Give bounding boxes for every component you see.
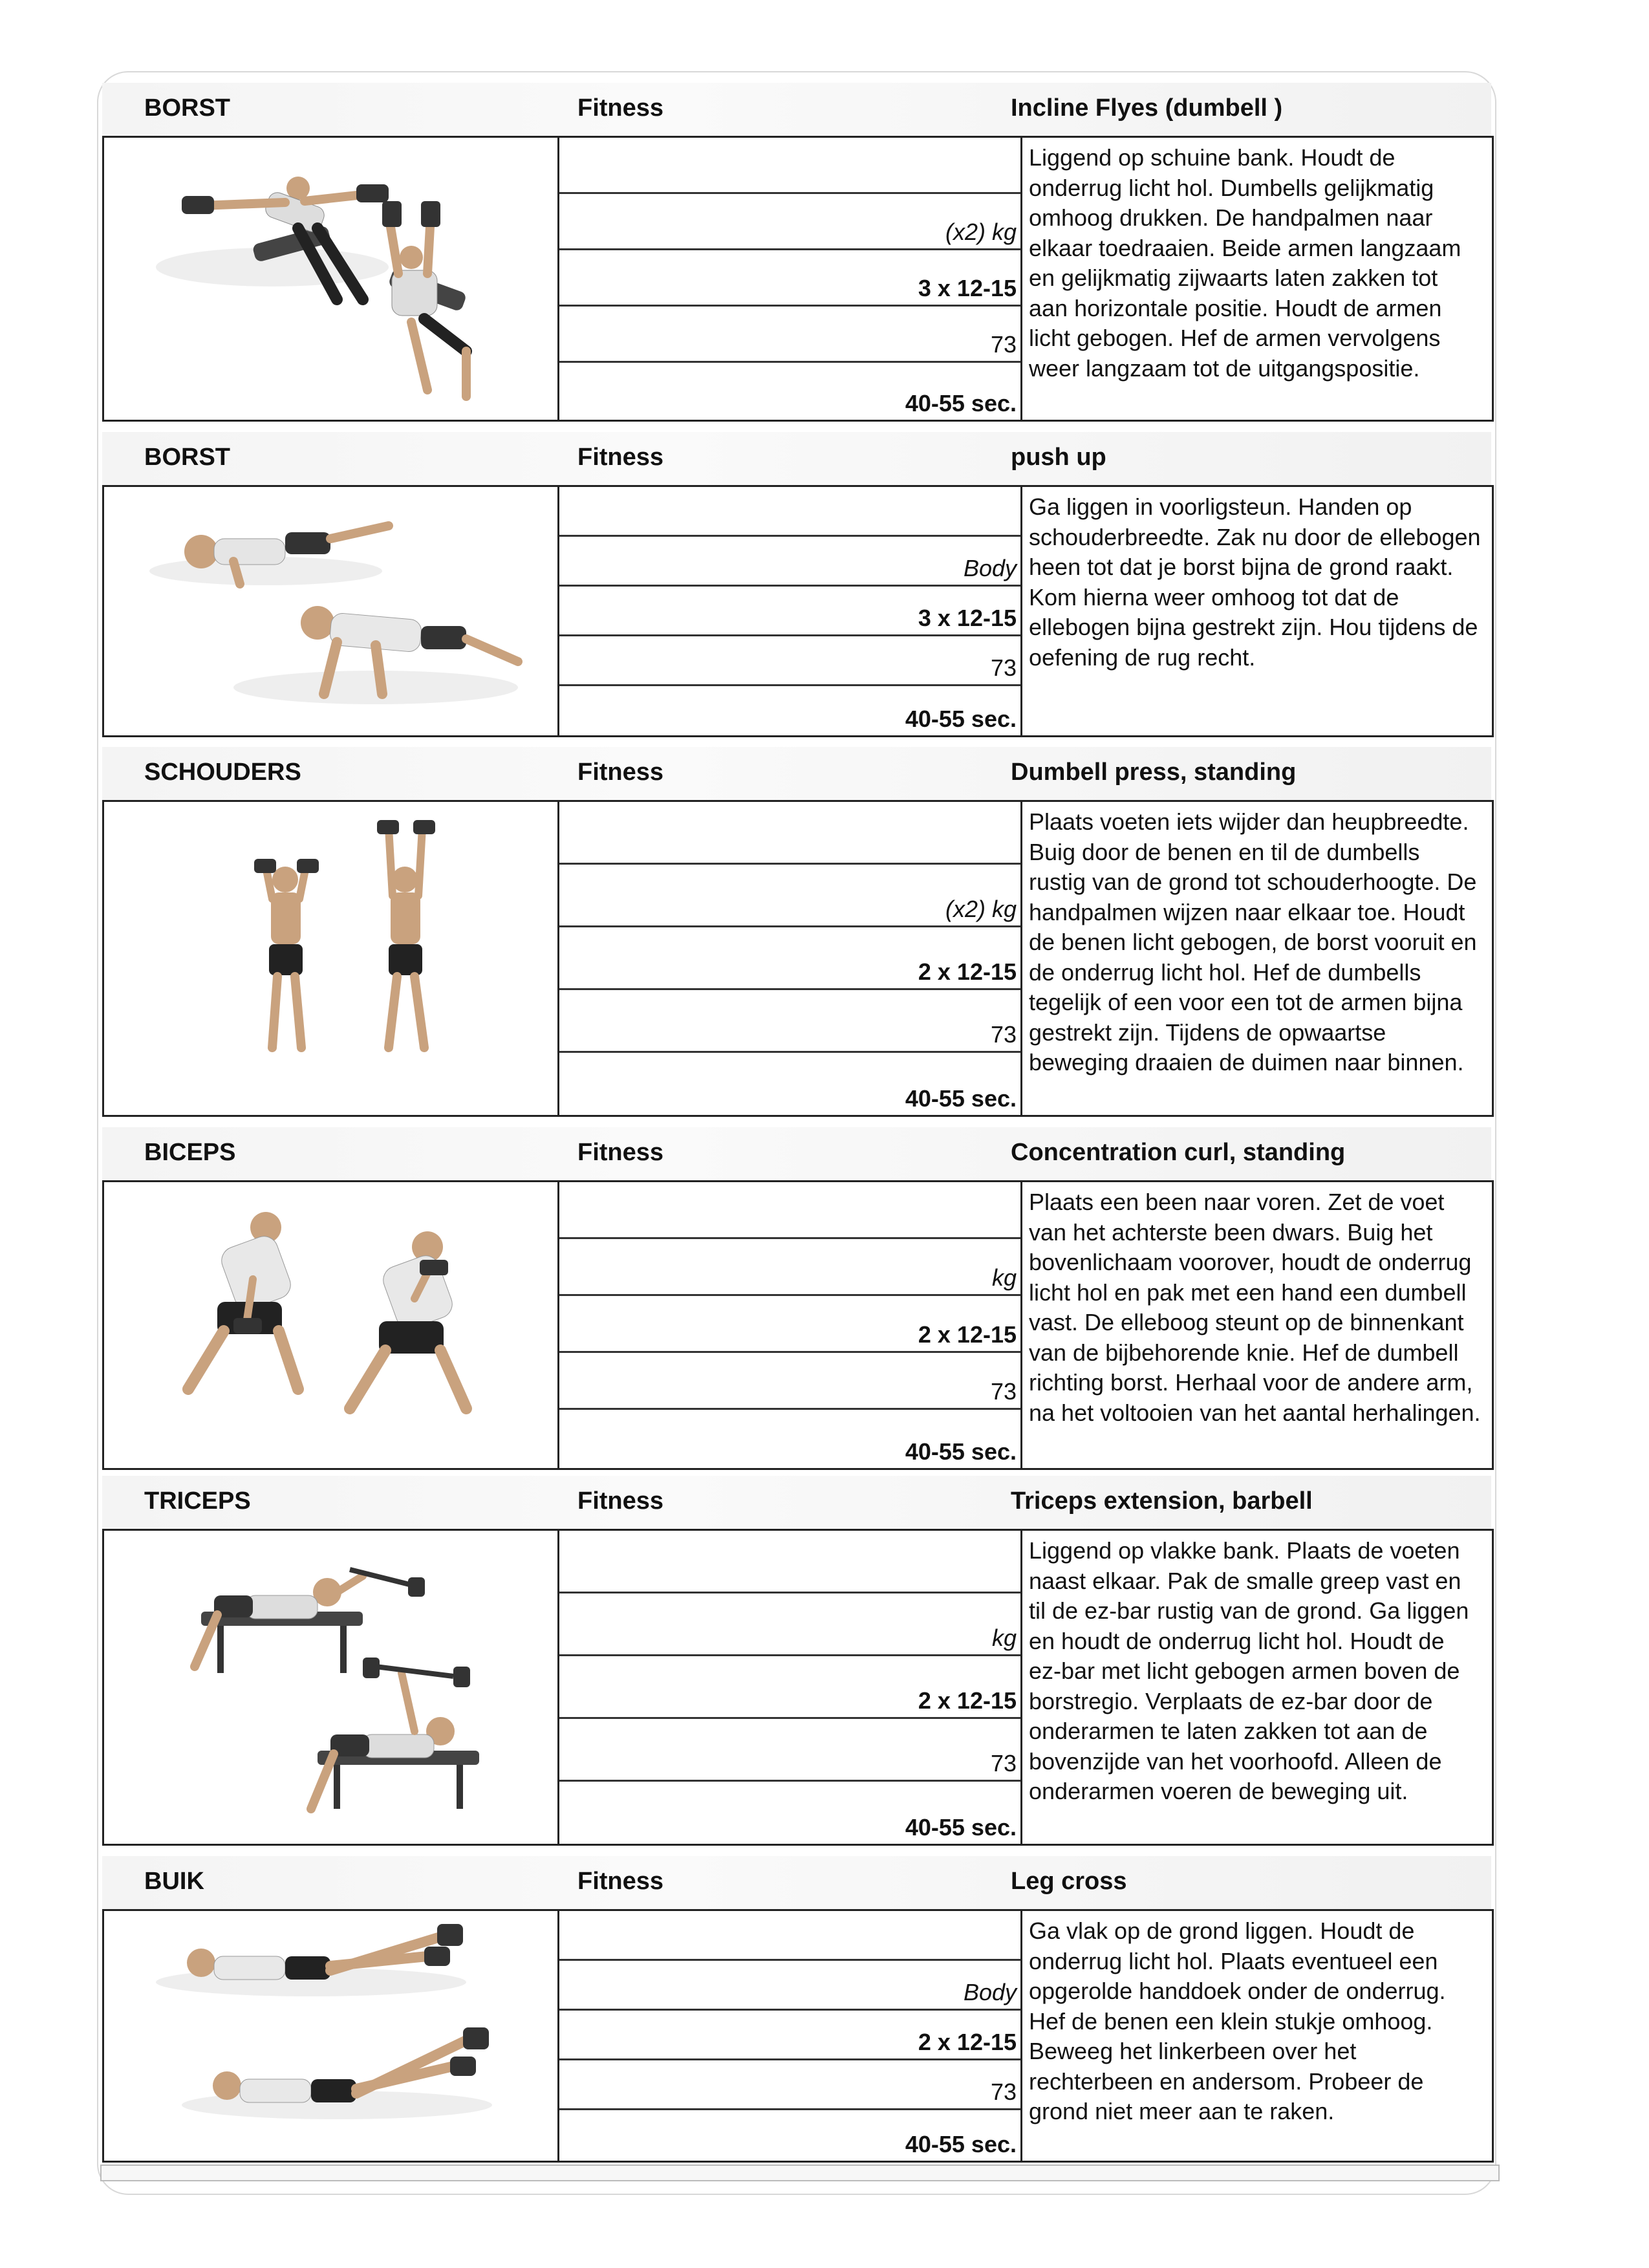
exercise-card <box>102 83 1491 419</box>
exercise-table <box>102 1180 1494 1470</box>
triceps-extension-figure <box>104 1531 557 1844</box>
param-tempo: 73 <box>559 636 1020 686</box>
exercise-name: push up <box>1011 444 1106 471</box>
exercise-description: Plaats een been naar voren. Zet de voet van het achterste been dwars. Buig het bovenlichaam voorover, houdt de onderrug licht hol en pak met een hand een dumbell vast. De elleboog steunt op de binnenkant van de bijbehorende knie. Hef de dumbell richting borst. Herhaal voor de andere arm, na het voltooien van het aantal herhalingen. <box>1020 1182 1488 1468</box>
param-rest: 40-55 sec. <box>905 390 1017 416</box>
dumbell-press-figure <box>104 802 557 1115</box>
exercise-params <box>559 1911 1020 2161</box>
push-up-figure <box>104 487 557 735</box>
param-weight: Body <box>559 537 1020 587</box>
param-empty <box>559 1531 1020 1593</box>
exercise-name: Dumbell press, standing <box>1011 759 1297 786</box>
exercise-name: Incline Flyes (dumbell ) <box>1011 94 1283 122</box>
exercise-description: Ga vlak op de grond liggen. Houdt de onderrug licht hol. Plaats eventueel een opgerolde handdoek onder de onderrug. Hef de benen een klein stukje omhoog. Beweeg het linkerbeen over het rechterbeen en andersom. Probeer de grond niet meer aan te raken. <box>1020 1911 1488 2161</box>
param-tempo: 73 <box>559 1719 1020 1782</box>
param-empty <box>559 1182 1020 1239</box>
footer-bar <box>100 2165 1500 2181</box>
param-sets: 2 x 12-15 <box>559 1656 1020 1719</box>
param-weight: Body <box>559 1961 1020 2011</box>
exercise-table <box>102 1529 1494 1846</box>
exercise-type: Fitness <box>577 1487 664 1515</box>
incline-flyes-figure <box>104 138 557 420</box>
exercise-table <box>102 800 1494 1117</box>
exercise-illustration <box>104 802 559 1115</box>
exercise-illustration <box>104 1911 559 2161</box>
param-rest: 40-55 sec. <box>905 2131 1017 2157</box>
exercise-card <box>102 1856 1491 2157</box>
param-sets: 2 x 12-15 <box>559 1296 1020 1353</box>
concentration-curl-figure <box>104 1182 557 1468</box>
param-sets: 3 x 12-15 <box>559 250 1020 307</box>
exercise-type: Fitness <box>577 759 664 786</box>
exercise-header <box>102 83 1491 136</box>
param-weight: (x2) kg <box>559 865 1020 927</box>
param-sets: 2 x 12-15 <box>559 927 1020 990</box>
exercise-description: Ga liggen in voorligsteun. Handen op schouderbreedte. Zak nu door de ellebogen heen tot dat je borst bijna de grond raakt. Kom hierna weer omhoog tot dat de ellebogen bijna gestrekt zijn. Hou tijdens de oefening de rug recht. <box>1020 487 1488 735</box>
param-empty <box>559 487 1020 537</box>
param-tempo: 73 <box>559 307 1020 363</box>
exercise-name: Triceps extension, barbell <box>1011 1487 1313 1515</box>
exercise-type: Fitness <box>577 1139 664 1166</box>
param-sets: 3 x 12-15 <box>559 587 1020 636</box>
param-rest: 40-55 sec. <box>905 1814 1017 1841</box>
param-empty <box>559 138 1020 194</box>
exercise-description: Liggend op vlakke bank. Plaats de voeten naast elkaar. Pak de smalle greep vast en til de ez-bar rustig van de grond. Ga liggen en houdt de onderrug licht hol. Houdt de ez-bar met licht gebogen armen boven de borstregio. Verplaats de ez-bar door de onderarmen te laten zakken tot aan de bovenzijde van het voorhoofd. Alleen de onderarmen voeren de beweging uit. <box>1020 1531 1488 1844</box>
exercise-params <box>559 487 1020 735</box>
exercise-table <box>102 1909 1494 2163</box>
exercise-params <box>559 1182 1020 1468</box>
param-tempo: 73 <box>559 1353 1020 1410</box>
exercise-params <box>559 138 1020 420</box>
exercise-type: Fitness <box>577 444 664 471</box>
exercise-header <box>102 1127 1491 1180</box>
param-weight: kg <box>559 1593 1020 1656</box>
exercise-name: Leg cross <box>1011 1868 1127 1895</box>
param-sets: 2 x 12-15 <box>559 2011 1020 2060</box>
exercise-description: Plaats voeten iets wijder dan heupbreedte. Buig door de benen en til de dumbells rustig van de grond tot schouderhoogte. De handpalmen wijzen naar elkaar toe. Houdt de benen licht gebogen, de borst vooruit en de onderrug licht hol. Hef de dumbells tegelijk of een voor een tot de armen bijna gestrekt zijn. Tijdens de opwaartse beweging draaien de duimen naar binnen. <box>1020 802 1488 1115</box>
exercise-table <box>102 485 1494 737</box>
exercise-illustration <box>104 138 559 420</box>
exercise-type: Fitness <box>577 1868 664 1895</box>
exercise-card <box>102 1127 1491 1470</box>
exercise-category: BUIK <box>144 1868 204 1895</box>
exercise-table <box>102 136 1494 422</box>
exercise-name: Concentration curl, standing <box>1011 1139 1346 1166</box>
exercise-card <box>102 432 1491 732</box>
exercise-description: Liggend op schuine bank. Houdt de onderrug licht hol. Dumbells gelijkmatig omhoog drukken. De handpalmen naar elkaar toedraaien. Beide armen langzaam en gelijkmatig zijwaarts laten zakken tot aan horizontale positie. Houdt de armen licht gebogen. Hef de armen vervolgens weer langzaam tot de uitgangspositie. <box>1020 138 1488 420</box>
exercise-illustration <box>104 1182 559 1468</box>
exercise-category: BORST <box>144 444 230 471</box>
param-empty <box>559 802 1020 865</box>
param-tempo: 73 <box>559 990 1020 1053</box>
param-rest: 40-55 sec. <box>905 1085 1017 1112</box>
exercise-params <box>559 802 1020 1115</box>
exercise-category: TRICEPS <box>144 1487 251 1515</box>
exercise-category: BICEPS <box>144 1139 236 1166</box>
exercise-header <box>102 747 1491 800</box>
exercise-card <box>102 747 1491 1116</box>
exercise-category: BORST <box>144 94 230 122</box>
exercise-type: Fitness <box>577 94 664 122</box>
param-rest: 40-55 sec. <box>905 1438 1017 1465</box>
exercise-header <box>102 1856 1491 1909</box>
exercise-illustration <box>104 487 559 735</box>
exercise-params <box>559 1531 1020 1844</box>
exercise-header <box>102 432 1491 485</box>
exercise-header <box>102 1476 1491 1529</box>
param-tempo: 73 <box>559 2060 1020 2110</box>
param-weight: kg <box>559 1239 1020 1296</box>
param-weight: (x2) kg <box>559 194 1020 250</box>
leg-cross-figure <box>104 1911 557 2161</box>
param-rest: 40-55 sec. <box>905 706 1017 732</box>
exercise-card <box>102 1476 1491 1841</box>
exercise-category: SCHOUDERS <box>144 759 301 786</box>
param-empty <box>559 1911 1020 1961</box>
exercise-illustration <box>104 1531 559 1844</box>
